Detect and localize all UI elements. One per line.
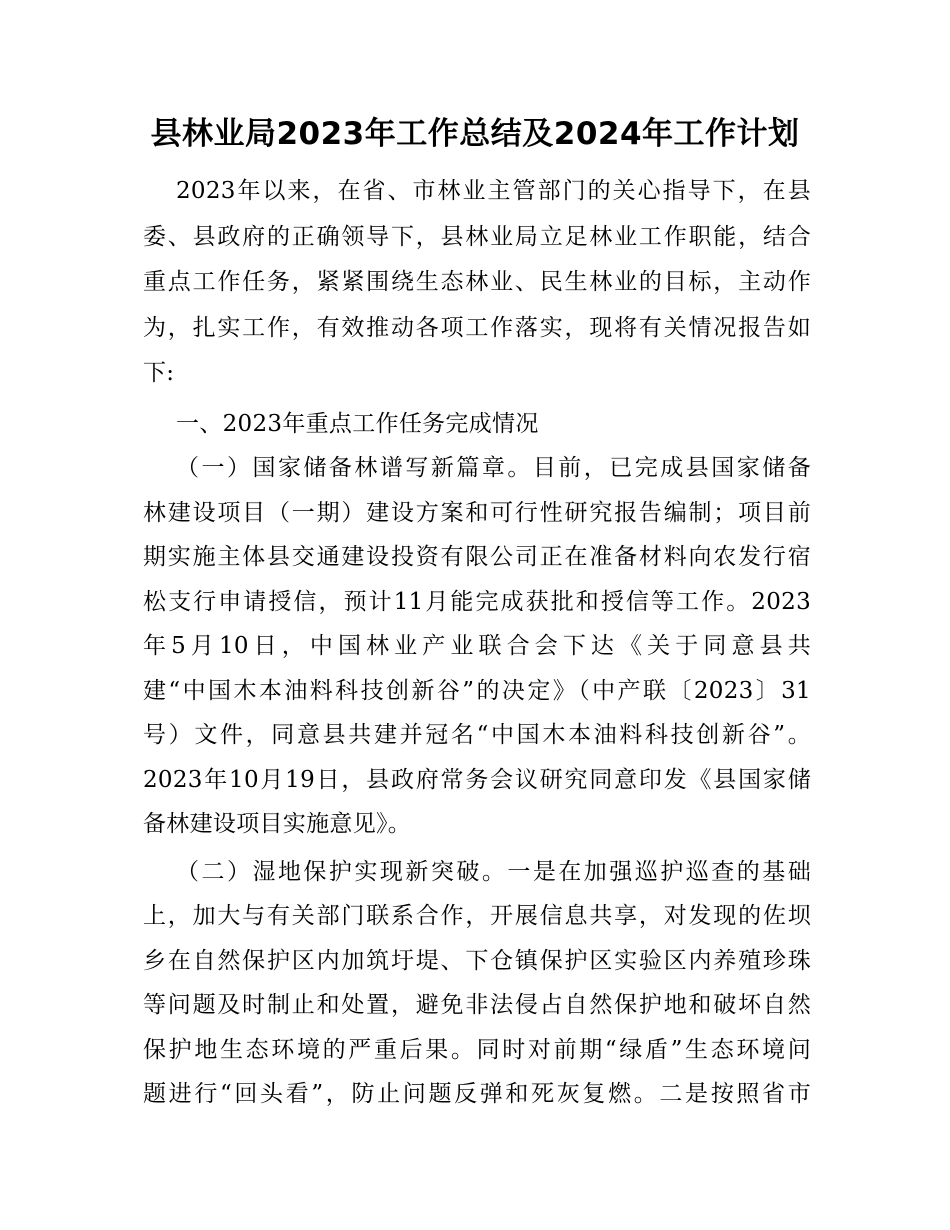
paragraph-line: 松支行申请授信，预计11月能完成获批和授信等工作。2023 xyxy=(143,589,811,615)
paragraph-line: （一）国家储备林谱写新篇章。目前，已完成县国家储备 xyxy=(176,455,811,481)
paragraph-line: （二）湿地保护实现新突破。一是在加强巡护巡查的基础 xyxy=(176,859,811,885)
paragraph-line: 2023年以来，在省、市林业主管部门的关心指导下，在县 xyxy=(176,178,811,204)
paragraph-line: 重点工作任务，紧紧围绕生态林业、民生林业的目标，主动作 xyxy=(143,269,811,295)
paragraph-line: 为，扎实工作，有效推动各项工作落实，现将有关情况报告如 xyxy=(143,315,811,341)
paragraph-line: 2023年10月19日，县政府常务会议研究同意印发《县国家储 xyxy=(143,767,811,793)
document-title: 县林业局2023年工作总结及2024年工作计划 xyxy=(150,116,800,152)
paragraph-line: 保护地生态环境的严重后果。同时对前期“绿盾”生态环境问 xyxy=(143,1037,811,1063)
paragraph-line: 下: xyxy=(143,360,175,386)
section-heading: 一、2023年重点工作任务完成情况 xyxy=(176,411,539,437)
paragraph-line: 建“中国木本油料科技创新谷”的决定》（中产联〔2023〕31 xyxy=(143,678,811,704)
paragraph-line: 号）文件，同意县共建并冠名“中国木本油料科技创新谷”。 xyxy=(143,722,811,748)
paragraph-line: 题进行“回头看”，防止问题反弹和死灰复燃。二是按照省市 xyxy=(143,1081,811,1107)
paragraph-line: 备林建设项目实施意见》。 xyxy=(143,811,412,837)
paragraph-line: 期实施主体县交通建设投资有限公司正在准备材料向农发行宿 xyxy=(143,544,811,570)
paragraph-line: 委、县政府的正确领导下，县林业局立足林业工作职能，结合 xyxy=(143,224,811,250)
paragraph-line: 林建设项目（一期）建设方案和可行性研究报告编制；项目前 xyxy=(143,500,811,526)
paragraph-line: 上，加大与有关部门联系合作，开展信息共享，对发现的佐坝 xyxy=(143,903,811,929)
paragraph-line: 年5月10日，中国林业产业联合会下达《关于同意县共 xyxy=(143,633,811,659)
paragraph-line: 等问题及时制止和处置，避免非法侵占自然保护地和破坏自然 xyxy=(143,992,811,1018)
paragraph-line: 乡在自然保护区内加筑圩堤、下仓镇保护区实验区内养殖珍珠 xyxy=(143,948,811,974)
